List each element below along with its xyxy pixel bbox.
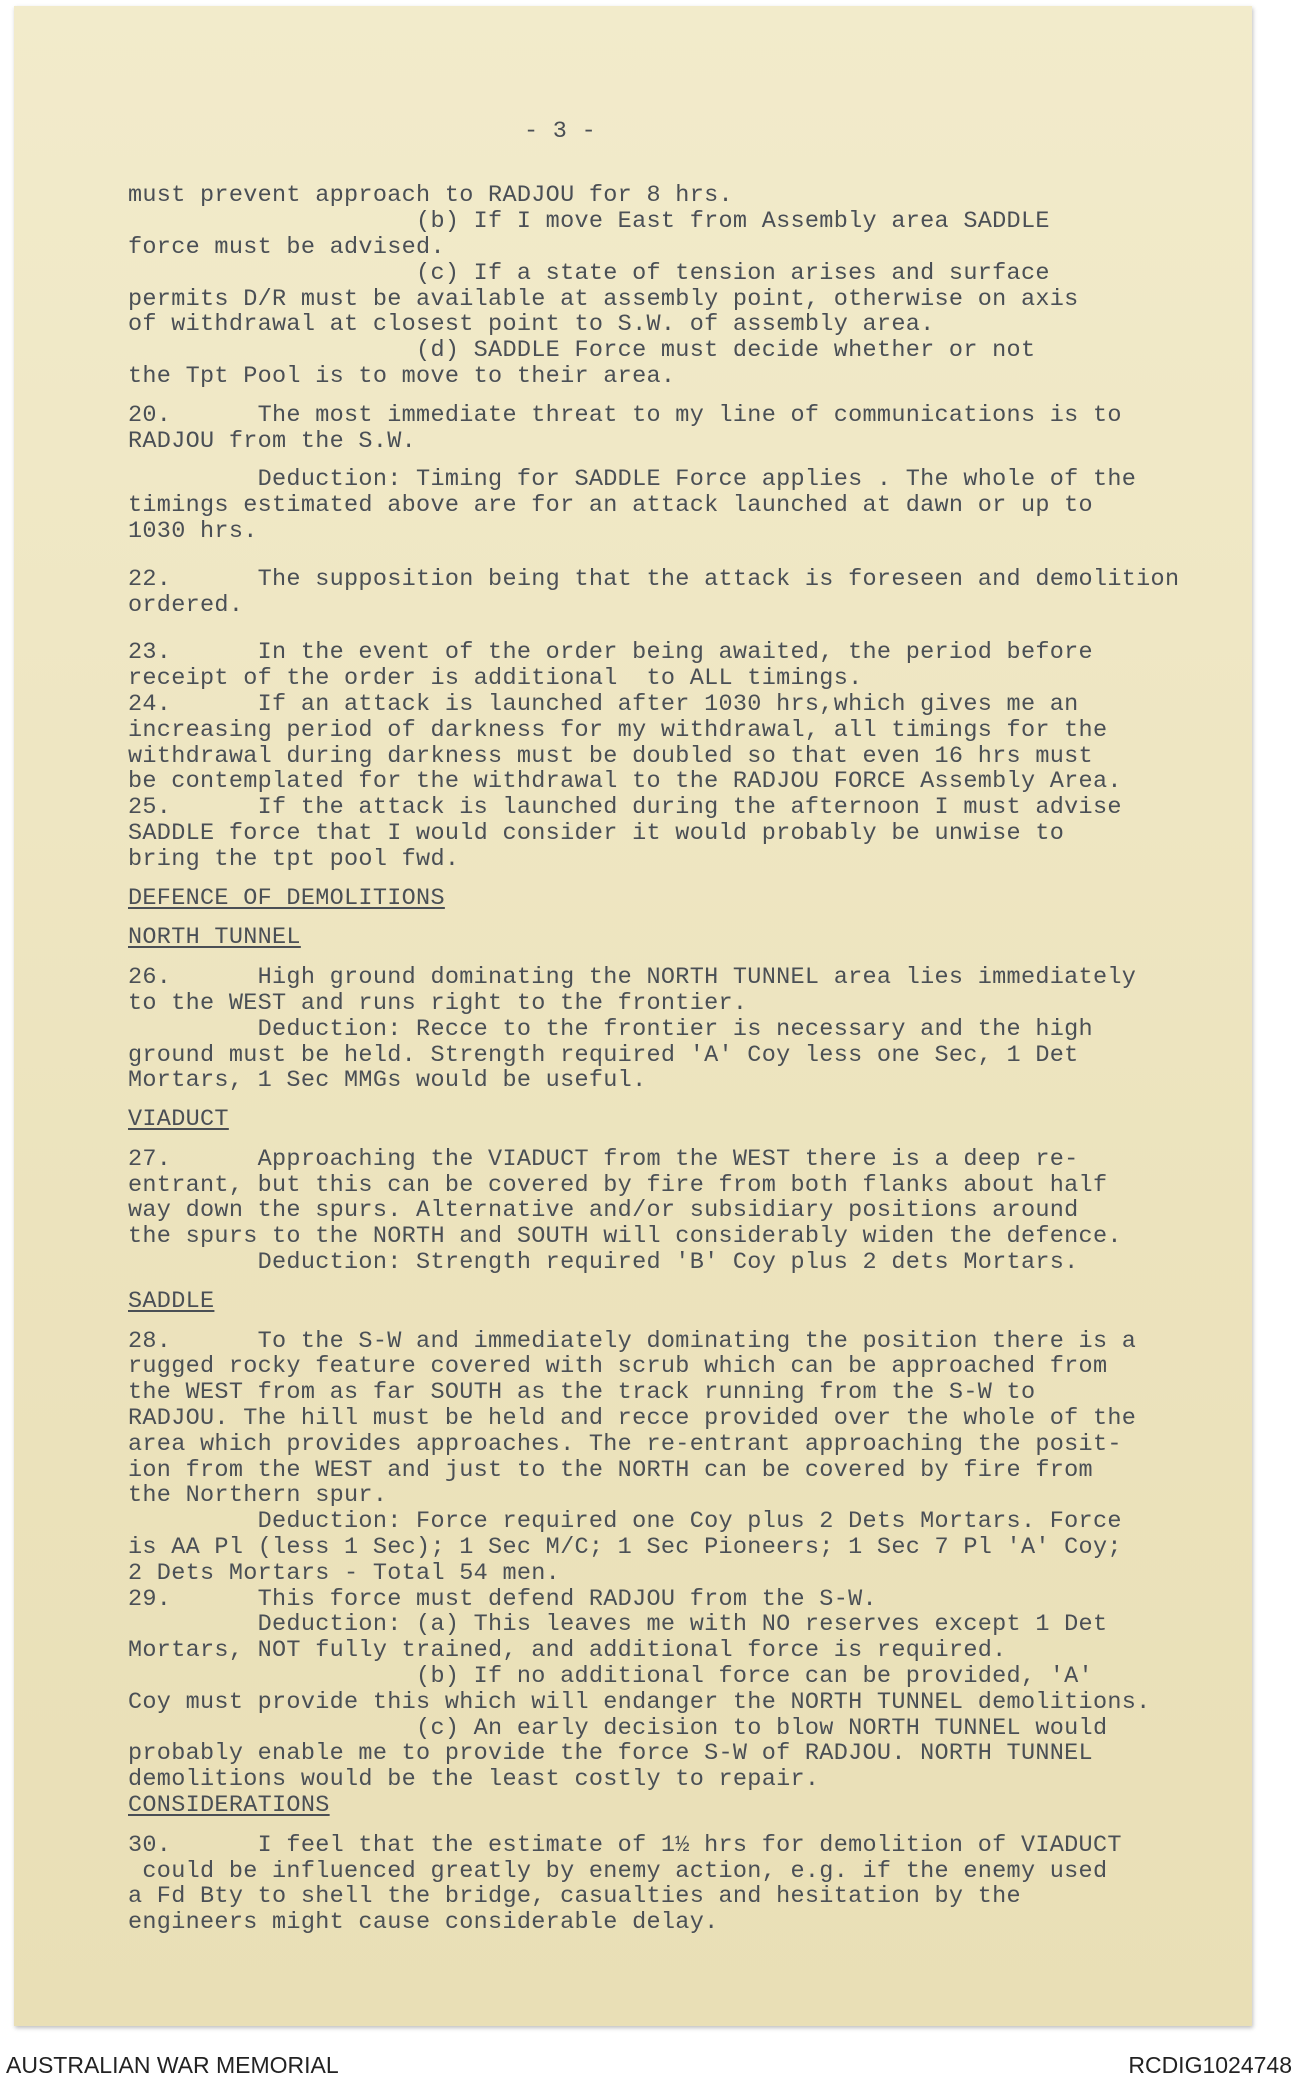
text-line: force must be advised.: [128, 233, 445, 261]
text-line: ordered.: [128, 591, 244, 619]
text-line: 23. In the event of the order being awaited, the period before: [128, 639, 1093, 667]
section-heading: CONSIDERATIONS: [128, 1792, 330, 1820]
text-line: Mortars, NOT fully trained, and additional force is required.: [128, 1637, 1007, 1665]
text-line: RADJOU. The hill must be held and recce provided over the whole of the: [128, 1405, 1137, 1433]
footer-bar: [0, 2048, 1302, 2082]
text-line: 25. If the attack is launched during the afternoon I must advise: [128, 794, 1122, 822]
text-line: Mortars, 1 Sec MMGs would be useful.: [128, 1067, 647, 1095]
line-gap: [128, 1094, 1258, 1107]
text-line: Deduction: Strength required 'B' Coy plus 2 dets Mortars.: [128, 1249, 1079, 1277]
typed-text-body: [128, 60, 1258, 1936]
text-line: entrant, but this can be covered by fire from both flanks about half: [128, 1171, 1108, 1199]
text-line: 2 Dets Mortars - Total 54 men.: [128, 1559, 561, 1587]
line-gap: [128, 390, 1258, 403]
text-line: timings estimated above are for an attack launched at dawn or up to: [128, 492, 1093, 520]
text-line: to the WEST and runs right to the frontier.: [128, 989, 748, 1017]
text-line: engineers might cause considerable delay.: [128, 1909, 719, 1937]
text-line: could be influenced greatly by enemy action, e.g. if the enemy used: [128, 1857, 1108, 1885]
text-line: demolitions would be the least costly to repair.: [128, 1766, 820, 1794]
text-line: permits D/R must be available at assembly point, otherwise on axis: [128, 285, 1079, 313]
text-line: way down the spurs. Alternative and/or subsidiary positions around: [128, 1197, 1079, 1225]
text-line: (d) SADDLE Force must decide whether or not: [128, 337, 1036, 365]
text-line: 28. To the S-W and immediately dominating the position there is a: [128, 1327, 1137, 1355]
text-line: Deduction: Timing for SADDLE Force applies . The whole of the: [128, 466, 1137, 494]
text-line: 27. Approaching the VIADUCT from the WEST there is a deep re-: [128, 1145, 1079, 1173]
text-line: SADDLE force that I would consider it would probably be unwise to: [128, 819, 1065, 847]
text-line: area which provides approaches. The re-entrant approaching the posit-: [128, 1430, 1122, 1458]
text-line: the WEST from as far SOUTH as the track running from the S-W to: [128, 1379, 1036, 1407]
text-line: 22. The supposition being that the attack is foreseen and demolition: [128, 565, 1180, 593]
text-line: the Tpt Pool is to move to their area.: [128, 362, 676, 390]
line-gap: [128, 545, 1258, 567]
text-line: the spurs to the NORTH and SOUTH will considerably widen the defence.: [128, 1223, 1122, 1251]
text-line: Coy must provide this which will endanger the NORTH TUNNEL demolitions.: [128, 1688, 1151, 1716]
text-line: is AA Pl (less 1 Sec); 1 Sec M/C; 1 Sec Pioneers; 1 Sec 7 Pl 'A' Coy;: [128, 1534, 1122, 1562]
text-line: increasing period of darkness for my withdrawal, all timings for the: [128, 716, 1108, 744]
footer-record-id: RCDIG1024748: [1128, 2052, 1292, 2078]
footer-source-label: AUSTRALIAN WAR MEMORIAL: [6, 2052, 339, 2078]
text-line: bring the tpt pool fwd.: [128, 845, 460, 873]
page-number: - 3 -: [524, 117, 597, 145]
text-line: 1030 hrs.: [128, 517, 258, 545]
line-gap: [128, 873, 1258, 886]
text-line: RADJOU from the S.W.: [128, 427, 417, 455]
text-line: (c) If a state of tension arises and surface: [128, 259, 1050, 287]
section-heading: DEFENCE OF DEMOLITIONS: [128, 884, 445, 912]
text-line: Deduction: Recce to the frontier is necessary and the high: [128, 1015, 1093, 1043]
section-heading: NORTH TUNNEL: [128, 924, 301, 952]
text-line: 26. High ground dominating the NORTH TUNNEL area lies immediately: [128, 964, 1137, 992]
text-line: probably enable me to provide the force S-W of RADJOU. NORTH TUNNEL: [128, 1740, 1093, 1768]
text-line: withdrawal during darkness must be doubled so that even 16 hrs must: [128, 742, 1093, 770]
text-line: 24. If an attack is launched after 1030 hrs,which gives me an: [128, 690, 1079, 718]
text-line: (b) If no additional force can be provided, 'A': [128, 1663, 1093, 1691]
text-line: Deduction: Force required one Coy plus 2 Dets Mortars. Force: [128, 1508, 1122, 1536]
text-line: 29. This force must defend RADJOU from the S-W.: [128, 1585, 877, 1613]
section-heading: SADDLE: [128, 1287, 215, 1315]
text-line: rugged rocky feature covered with scrub which can be approached from: [128, 1353, 1108, 1381]
text-line: must prevent approach to RADJOU for 8 hrs.: [128, 182, 733, 210]
text-line: the Northern spur.: [128, 1482, 388, 1510]
text-line: be contemplated for the withdrawal to the RADJOU FORCE Assembly Area.: [128, 768, 1122, 796]
text-line: ground must be held. Strength required 'A' Coy less one Sec, 1 Det: [128, 1041, 1079, 1069]
text-line: a Fd Bty to shell the bridge, casualties and hesitation by the: [128, 1883, 1021, 1911]
text-line: ion from the WEST and just to the NORTH can be covered by fire from: [128, 1456, 1093, 1484]
text-line: receipt of the order is additional to ALL timings.: [128, 665, 863, 693]
text-line: (c) An early decision to blow NORTH TUNNEL would: [128, 1714, 1108, 1742]
text-line: of withdrawal at closest point to S.W. of assembly area.: [128, 311, 935, 339]
section-heading: VIADUCT: [128, 1106, 229, 1134]
text-line: 20. The most immediate threat to my line of communications is to: [128, 401, 1122, 429]
line-gap: [128, 1276, 1258, 1289]
text-line: 30. I feel that the estimate of 1½ hrs for demolition of VIADUCT: [128, 1831, 1122, 1859]
text-line: (b) If I move East from Assembly area SADDLE: [128, 208, 1050, 236]
text-line: Deduction: (a) This leaves me with NO reserves except 1 Det: [128, 1611, 1108, 1639]
line-gap: [128, 618, 1258, 640]
